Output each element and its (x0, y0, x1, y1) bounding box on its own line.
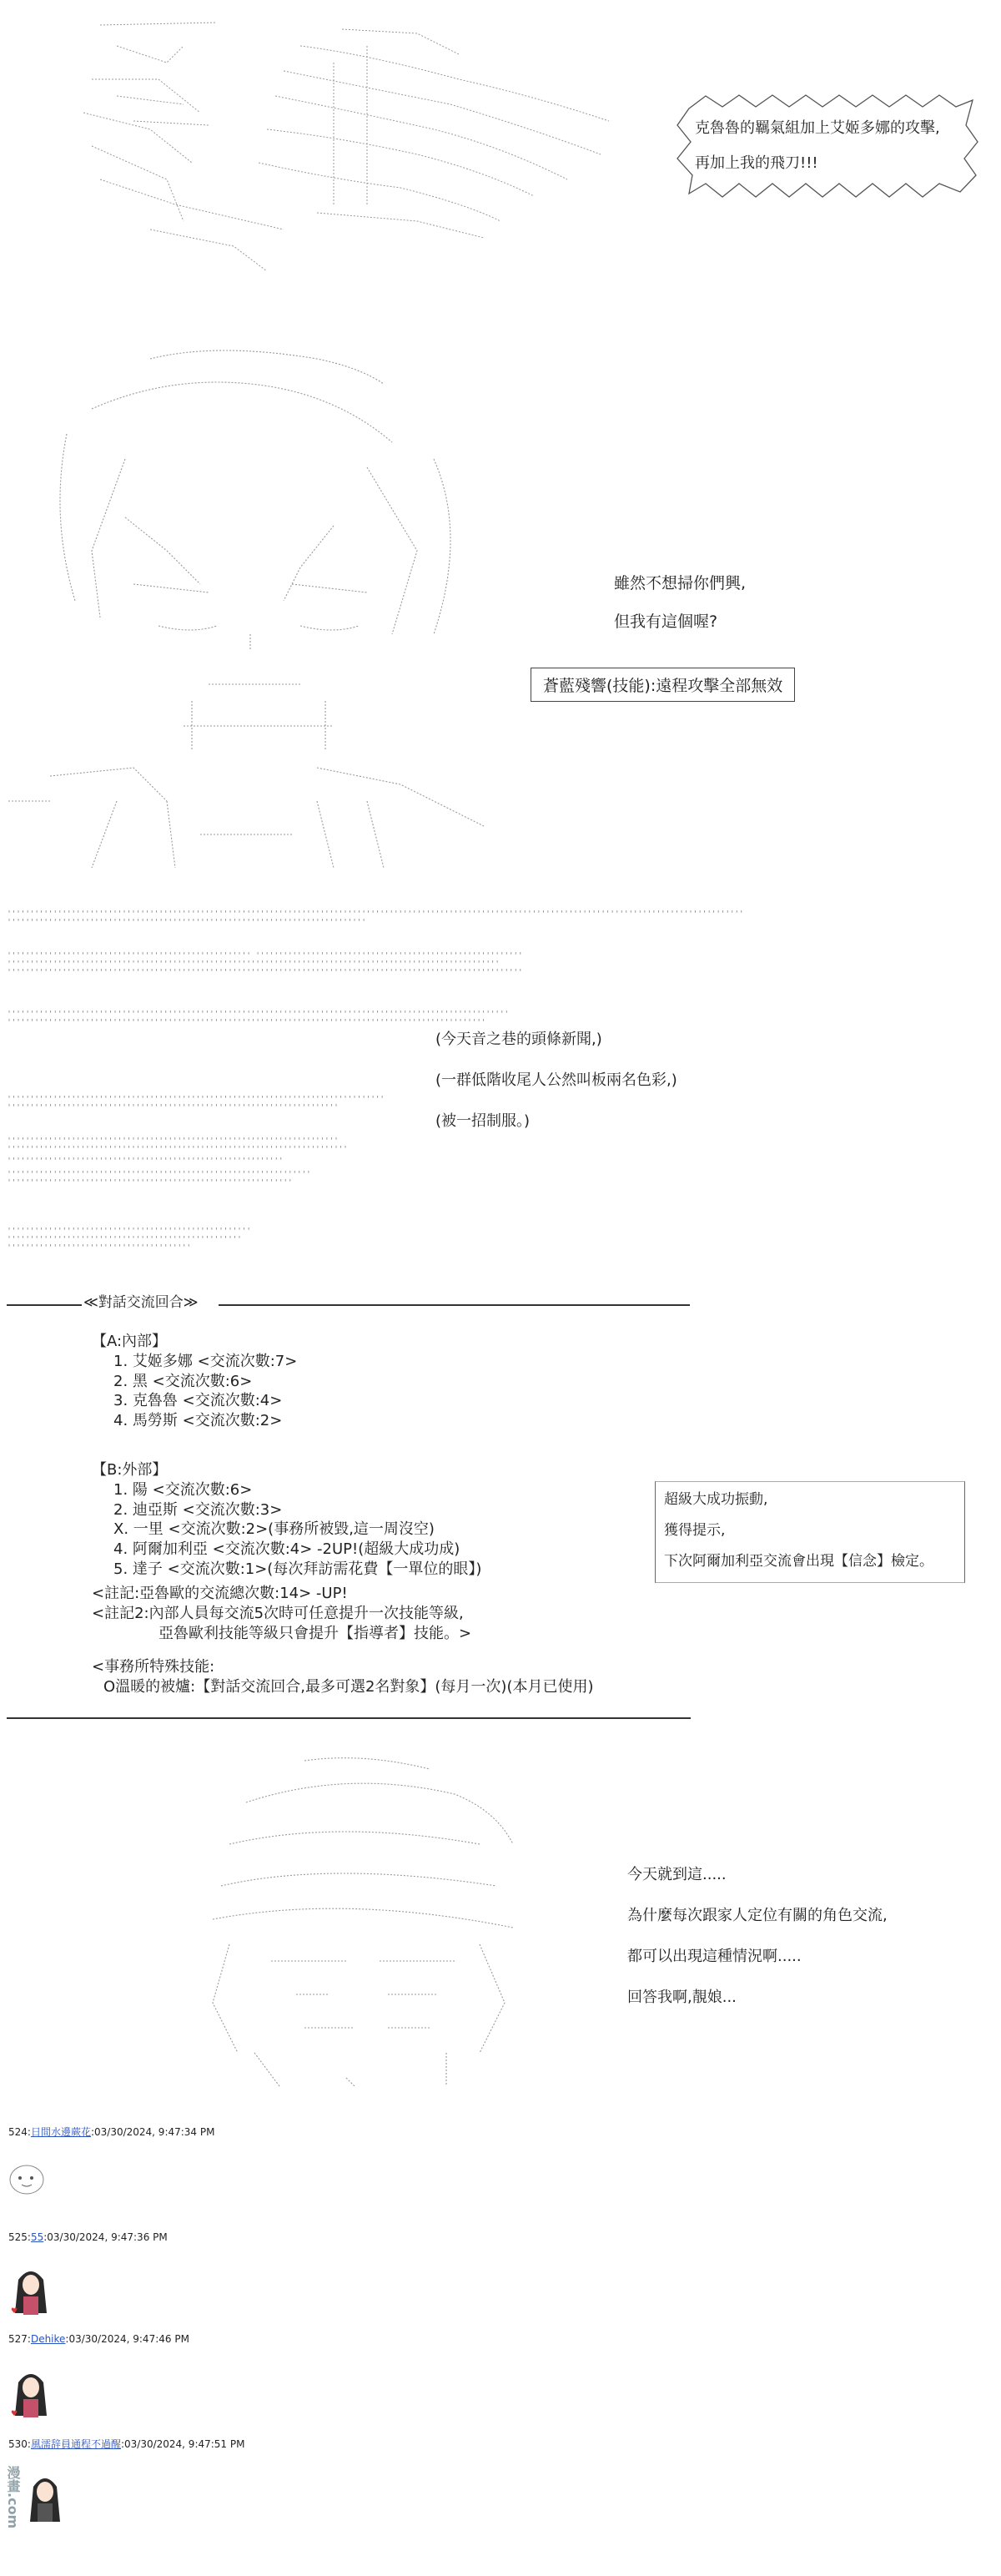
note-2a: <註記2:內部人員每交流5次時可任意提升一次技能等級, (92, 1604, 464, 1622)
list-item: 4. 阿爾加利亞 <交流次數:4> -2UP!(超級大成功成) (113, 1540, 460, 1558)
avatar-icon (7, 2161, 47, 2198)
dotted-line: '''''''''''''''''''''''''''''''''''''''''''''''''''''''''''''''''''''''''''''''''''''''''''''''''''''''''''''''''''''''''''''''''''''''''''''''''''''''''''''''' (7, 910, 744, 919)
narration-line-2: (一群低階收尾人公然叫板兩名色彩,) (435, 1071, 677, 1089)
avatar-icon (25, 2470, 65, 2525)
dotted-line: '''''''''''''''''''''''''''''''''''''''''''''''''''''''''''''' (7, 1178, 293, 1187)
closing-line-3: 都可以出現這種情況啊..... (627, 1948, 802, 1965)
closing-line-4: 回答我啊,靚娘... (627, 1989, 737, 2006)
post-number: 527: (8, 2333, 31, 2345)
post-header (8, 2231, 168, 2243)
post-number: 530: (8, 2438, 31, 2450)
ascii-art-character (0, 334, 517, 885)
ascii-art-face (179, 1752, 555, 2095)
list-item: 1. 陽 <交流次數:6> (113, 1480, 253, 1499)
dotted-line: '''''''''''''''''''''''''''''''''''''''''''''''''''''''''''''''''''''''''' (7, 1145, 348, 1154)
dotted-line: '''''''''''''''''''''''''''''''''''''''''''''''''''''''''''''''''''''''' (7, 1103, 339, 1112)
group-a (92, 1332, 297, 1431)
office-skill-line: O溫暖的被爐:【對話交流回合,最多可選2名對象】(每月一次)(本月已使用) (103, 1677, 594, 1696)
list-item: 5. 達子 <交流次數:1>(每次拜訪需花費【一單位的眼】) (113, 1560, 482, 1578)
result-line-3: 下次阿爾加利亞交流會出現【信念】檢定。 (664, 1553, 933, 1570)
dotted-line: ''''''''''''''''''''''''''''''''''''''''''''''''''''' '''''''''''''''''''''''''''''''''''''''''''''''''''''''''' (7, 951, 523, 960)
post-number: 524: (8, 2126, 31, 2138)
list-item: 2. 迪亞斯 <交流次數:3> (113, 1500, 283, 1519)
closing-line-2: 為什麼每次跟家人定位有關的角色交流, (627, 1907, 888, 1924)
dotted-line: '''''''''''''''''''''''''''''''''''''''' (7, 1243, 191, 1253)
closing-line-1: 今天就到這..... (627, 1866, 727, 1883)
result-line-1: 超級大成功振動, (664, 1491, 768, 1508)
divider (7, 1717, 691, 1719)
divider (219, 1304, 690, 1306)
list-item: 2. 黑 <交流次數:6> (113, 1372, 253, 1390)
dotted-line: '''''''''''''''''''''''''''''''''''''''''''''''''''''''''''''''''' (7, 1170, 311, 1179)
dotted-line: ''''''''''''''''''''''''''''''''''''''''''''''''''''''''''''''''''''''''''''''''''''''''''''''''''''''''''' (7, 960, 500, 969)
dotted-line: '''''''''''''''''''''''''''''''''''''''''''''''''''''''''''' (7, 1157, 284, 1166)
post-time: :03/30/2024, 9:47:46 PM (65, 2333, 189, 2345)
notes (92, 1584, 471, 1643)
dotted-line: '''''''''''''''''''''''''''''''''''''''''''''''''''''''''''''''''''''''''''''' (7, 918, 366, 927)
note-1: <註記:亞魯歐的交流總次數:14> -UP! (92, 1585, 348, 1602)
list-item: X. 一里 <交流次數:2>(事務所被毀,這一周沒空) (113, 1520, 435, 1539)
post-time: :03/30/2024, 9:47:51 PM (120, 2438, 245, 2450)
group-b-title: 【B:外部】 (92, 1461, 168, 1479)
dotted-line: '''''''''''''''''''''''''''''''''''''''''''''''''''''''''''''''''''''''''''''''''' (7, 1095, 385, 1104)
dotted-line: '''''''''''''''''''''''''''''''''''''''''''''''''''''''''''''''''''''''''''''''''''''''''''''''''''''''''''''''' (7, 968, 523, 977)
list-item: 4. 馬勞斯 <交流次數:2> (113, 1412, 283, 1429)
skill-box: 蒼藍殘響(技能):遠程攻擊全部無效 (531, 668, 795, 702)
top-speech-line-2: 再加上我的飛刀!!! (695, 154, 818, 172)
mid-speech-line-1: 雖然不想掃你們興, (614, 574, 747, 592)
list-item: 1. 艾姬多娜 <交流次數:7> (113, 1352, 298, 1370)
group-a-title: 【A:內部】 (92, 1333, 168, 1350)
avatar-icon (10, 2366, 52, 2421)
avatar-icon (10, 2263, 52, 2318)
dotted-line: '''''''''''''''''''''''''''''''''''''''''''''''''''''''''''''''''''''''''''''''''''''''''''''''''''''''' (7, 1018, 486, 1027)
office-skill-title: <事務所特殊技能: (92, 1658, 215, 1676)
post-time: :03/30/2024, 9:47:34 PM (90, 2126, 215, 2138)
office-skill (92, 1657, 594, 1697)
divider (7, 1304, 82, 1306)
narration-line-3: (被一招制服。) (435, 1112, 531, 1130)
top-speech-line-1: 克魯魯的羈氣組加上艾姬多娜的攻擊, (695, 119, 940, 137)
note-2b: 亞魯歐利技能等級只會提升【指導者】技能。> (158, 1624, 472, 1642)
speech-bubble-spiky (672, 92, 981, 200)
dotted-line: ''''''''''''''''''''''''''''''''''''''''''''''''''''''''''''''''''''''''''''''''''''''''''''''''''''''''''''' (7, 1010, 509, 1019)
post-time: :03/30/2024, 9:47:36 PM (43, 2231, 168, 2243)
post-header (8, 2333, 189, 2345)
post-author-link[interactable]: Dehike (30, 2333, 66, 2345)
post-author-link[interactable]: 55 (30, 2231, 44, 2243)
result-box (655, 1481, 965, 1583)
dotted-line: ''''''''''''''''''''''''''''''''''''''''''''''''''' (7, 1235, 242, 1244)
group-b (92, 1460, 481, 1580)
dotted-line: '''''''''''''''''''''''''''''''''''''''''''''''''''''''''''''''''''''''' (7, 1137, 339, 1146)
post-header (8, 2437, 244, 2451)
list-item: 3. 克魯魯 <交流次數:4> (113, 1392, 283, 1410)
svg-text:♥: ♥ (11, 2307, 18, 2316)
dialogue-header: ≪對話交流回合≫ (83, 1294, 199, 1311)
mid-speech-line-2: 但我有這個喔? (614, 612, 718, 631)
narration-line-1: (今天音之巷的頭條新聞,) (435, 1031, 602, 1048)
result-line-2: 獲得提示, (664, 1522, 726, 1539)
post-header (8, 2125, 214, 2139)
post-author-link[interactable]: 風濡辞員通程不過醒 (30, 2438, 121, 2450)
site-watermark: 漫畫.com (5, 2466, 21, 2529)
svg-text:♥: ♥ (11, 2410, 18, 2418)
ascii-art-hat-scene (67, 13, 651, 288)
post-author-link[interactable]: 日間水邊蕨花 (30, 2126, 91, 2138)
dotted-line: ''''''''''''''''''''''''''''''''''''''''''''''''''''' (7, 1227, 251, 1236)
post-number: 525: (8, 2231, 31, 2243)
